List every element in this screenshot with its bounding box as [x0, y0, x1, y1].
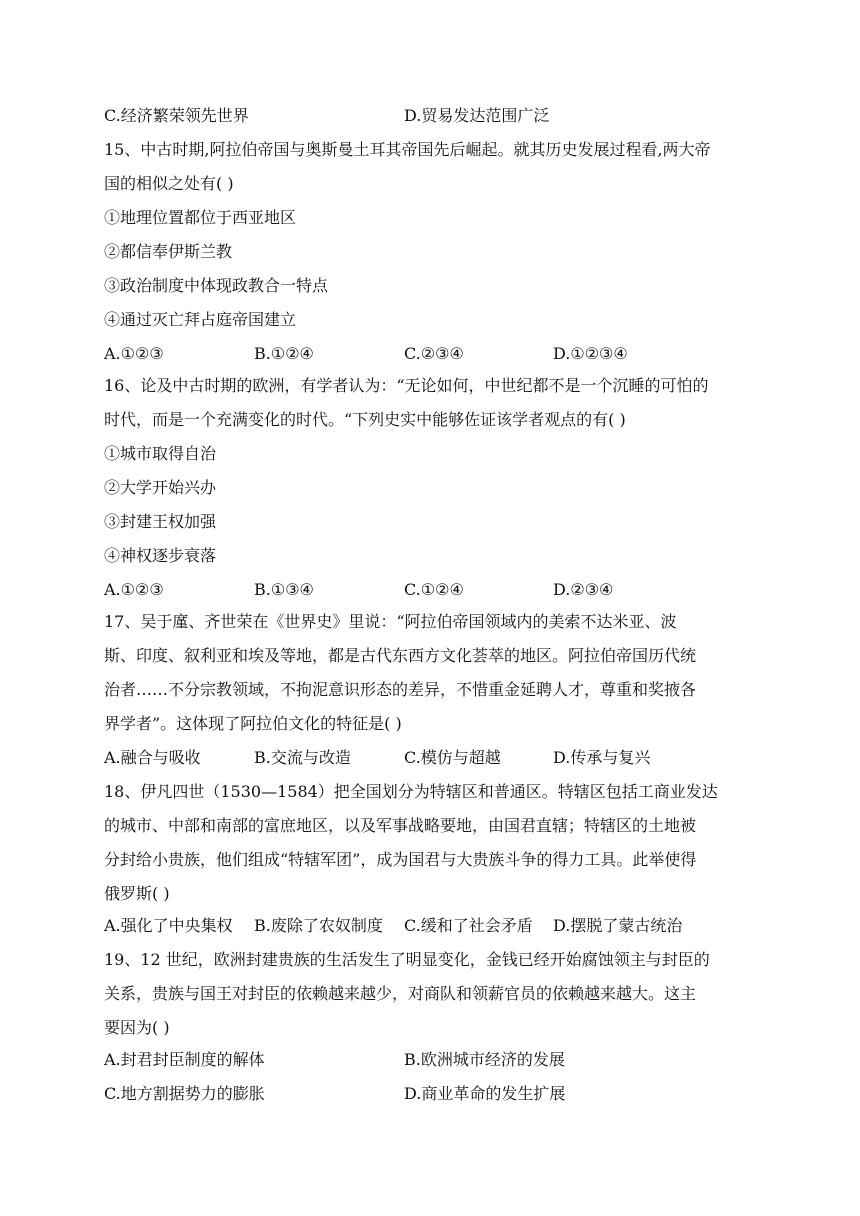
q16-option-c: C.①②④: [404, 580, 464, 599]
q19-option-b: B.欧洲城市经济的发展: [404, 1050, 565, 1069]
q15-option-c: C.②③④: [404, 344, 464, 363]
q18-option-a: A.强化了中央集权: [104, 916, 233, 935]
q18-stem-line-3: 分封给小贵族，他们组成“特辖军团”，成为国君与大贵族斗争的得力工具。此举使得: [104, 850, 697, 869]
q18-option-c: C.缓和了社会矛盾: [404, 916, 533, 935]
option-d: D.贸易发达范围广泛: [404, 106, 550, 125]
q15-option-a: A.①②③: [104, 344, 164, 363]
q16-stem-line-2: 时代，而是一个充满变化的时代。“下列史实中能够佐证该学者观点的有( ): [104, 410, 626, 429]
q15-item-3: ③政治制度中体现政教合一特点: [104, 276, 329, 295]
q19-option-a: A.封君封臣制度的解体: [104, 1050, 265, 1069]
q15-item-1: ①地理位置都位于西亚地区: [104, 208, 297, 227]
q18-stem-line-1: 18、伊凡四世（1530—1584）把全国划分为特辖区和普通区。特辖区包括工商业发达: [104, 782, 718, 801]
option-c: C.经济繁荣领先世界: [104, 106, 249, 125]
q16-item-3: ③封建王权加强: [104, 512, 217, 531]
q18-option-b: B.废除了农奴制度: [254, 916, 383, 935]
q16-option-b: B.①③④: [254, 580, 314, 599]
q16-item-1: ①城市取得自治: [104, 444, 217, 463]
q16-stem-line-1: 16、论及中古时期的欧洲，有学者认为：“无论如何，中世纪都不是一个沉睡的可怕的: [104, 376, 709, 395]
q16-option-d: D.②③④: [553, 580, 614, 599]
q18-stem-line-4: 俄罗斯( ): [104, 884, 170, 903]
q16-option-a: A.①②③: [104, 580, 164, 599]
q15-item-2: ②都信奉伊斯兰教: [104, 242, 233, 261]
q17-stem-line-2: 斯、印度、叙利亚和埃及等地，都是古代东西方文化荟萃的地区。阿拉伯帝国历代统: [104, 646, 697, 665]
q16-item-4: ④神权逐步衰落: [104, 546, 217, 565]
q19-stem-line-1: 19、12 世纪，欧洲封建贵族的生活发生了明显变化，金钱已经开始腐蚀领主与封臣的: [104, 950, 710, 969]
q17-stem-line-3: 治者……不分宗教领域，不拘泥意识形态的差异，不惜重金延聘人才，尊重和奖掖各: [104, 680, 697, 699]
q19-option-c: C.地方割据势力的膨胀: [104, 1084, 265, 1103]
q19-option-d: D.商业革命的发生扩展: [404, 1084, 566, 1103]
q19-stem-line-3: 要因为( ): [104, 1018, 170, 1037]
q17-option-a: A.融合与吸收: [104, 748, 201, 767]
q17-option-b: B.交流与改造: [254, 748, 351, 767]
q19-stem-line-2: 关系，贵族与国王对封臣的依赖越来越少，对商队和领薪官员的依赖越来越大。这主: [104, 984, 697, 1003]
q17-stem-line-1: 17、吴于廑、齐世荣在《世界史》里说：“阿拉伯帝国领域内的美索不达米亚、波: [104, 612, 677, 631]
q15-option-d: D.①②③④: [553, 344, 628, 363]
q15-stem-line-2: 国的相似之处有( ): [104, 174, 234, 193]
q18-stem-line-2: 的城市、中部和南部的富庶地区，以及军事战略要地，由国君直辖；特辖区的土地被: [104, 816, 697, 835]
q15-stem-line-1: 15、中古时期,阿拉伯帝国与奥斯曼土耳其帝国先后崛起。就其历史发展过程看,两大帝: [104, 140, 711, 159]
q16-item-2: ②大学开始兴办: [104, 478, 217, 497]
q15-option-b: B.①②④: [254, 344, 314, 363]
q17-option-c: C.模仿与超越: [404, 748, 501, 767]
q17-option-d: D.传承与复兴: [553, 748, 651, 767]
q15-item-4: ④通过灭亡拜占庭帝国建立: [104, 310, 297, 329]
q18-option-d: D.摆脱了蒙古统治: [553, 916, 683, 935]
q17-stem-line-4: 界学者”。这体现了阿拉伯文化的特征是( ): [104, 714, 402, 733]
